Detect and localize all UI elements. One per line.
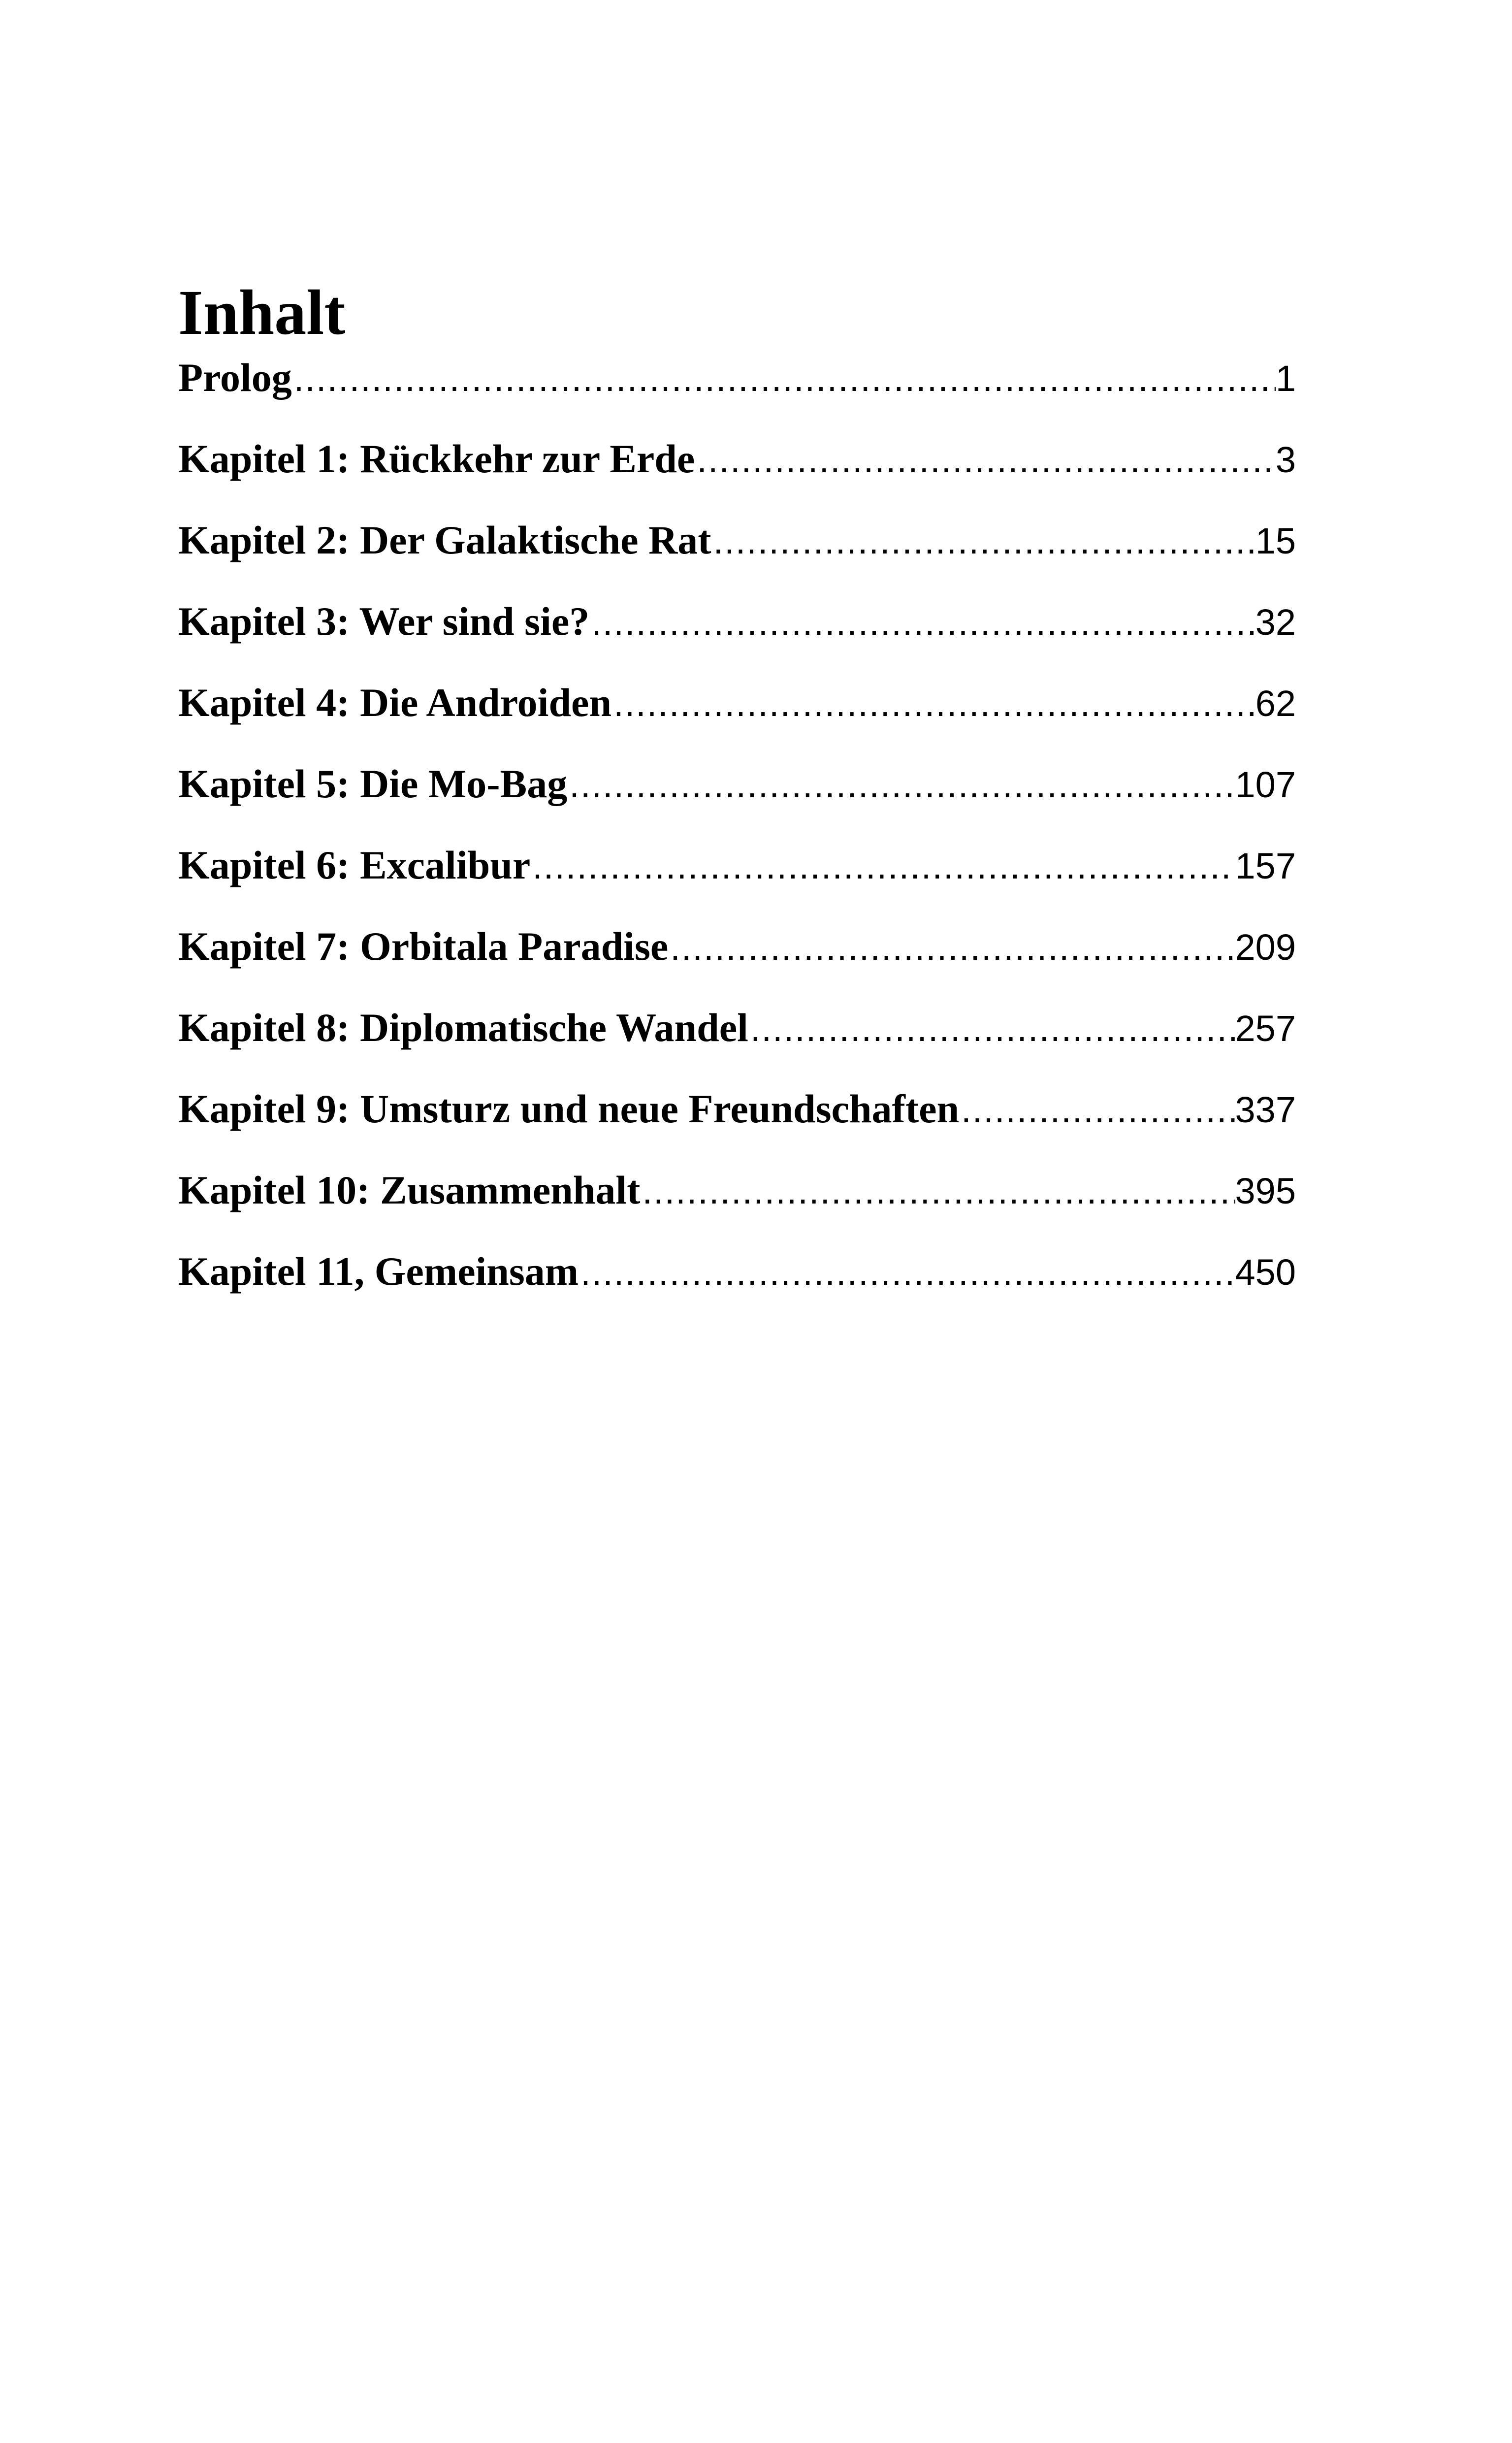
toc-entry-title: Kapitel 3: Wer sind sie? — [178, 599, 590, 644]
toc-entry-chapter-8[interactable] — [178, 1005, 1296, 1086]
dot-leader — [579, 1251, 1235, 1293]
toc-entry-chapter-9[interactable] — [178, 1086, 1296, 1167]
dot-leader — [695, 439, 1276, 481]
dot-leader — [530, 845, 1235, 887]
toc-entry-chapter-2[interactable] — [178, 517, 1296, 598]
dot-leader — [292, 358, 1276, 399]
dot-leader — [668, 926, 1235, 968]
dot-leader — [611, 683, 1255, 724]
toc-entry-chapter-4[interactable] — [178, 680, 1296, 761]
toc-entry-page-number: 62 — [1255, 683, 1296, 724]
toc-entry-chapter-6[interactable] — [178, 842, 1296, 923]
toc-entry-title: Kapitel 5: Die Mo-Bag — [178, 761, 568, 806]
toc-entry-title: Kapitel 10: Zusammenhalt — [178, 1168, 641, 1212]
dot-leader — [567, 764, 1235, 806]
toc-entry-title: Kapitel 1: Rückkehr zur Erde — [178, 436, 695, 481]
toc-entry-prolog[interactable] — [178, 355, 1296, 428]
toc-heading: Inhalt — [178, 277, 346, 348]
toc-entry-page-number: 3 — [1275, 439, 1296, 480]
toc-entry-title: Kapitel 7: Orbitala Paradise — [178, 924, 669, 969]
toc-entry-chapter-11[interactable] — [178, 1248, 1296, 1330]
toc-entry-chapter-1[interactable] — [178, 436, 1296, 517]
toc-entry-page-number: 209 — [1235, 927, 1296, 968]
toc-entry-title: Kapitel 8: Diplomatische Wandel — [178, 1005, 748, 1050]
toc-entry-title: Kapitel 6: Excalibur — [178, 843, 531, 887]
toc-entry-title: Prolog — [178, 355, 292, 400]
toc-entry-page-number: 337 — [1235, 1089, 1296, 1130]
toc-entry-title: Kapitel 11, Gemeinsam — [178, 1249, 579, 1294]
toc-entry-chapter-3[interactable] — [178, 598, 1296, 680]
toc-entry-chapter-10[interactable] — [178, 1167, 1296, 1248]
toc-entry-page-number: 1 — [1275, 358, 1296, 399]
toc-entry-page-number: 450 — [1235, 1252, 1296, 1293]
dot-leader — [589, 601, 1255, 643]
toc-entry-chapter-7[interactable] — [178, 923, 1296, 1005]
dot-leader — [711, 520, 1255, 562]
toc-entry-title: Kapitel 2: Der Galaktische Rat — [178, 518, 711, 562]
toc-entry-page-number: 257 — [1235, 1008, 1296, 1049]
dot-leader — [640, 1170, 1235, 1212]
table-of-contents — [178, 276, 1296, 1330]
toc-entry-page-number: 32 — [1255, 602, 1296, 643]
toc-entry-title: Kapitel 9: Umsturz und neue Freundschaften — [178, 1086, 960, 1131]
toc-entry-page-number: 157 — [1235, 846, 1296, 886]
dot-leader — [959, 1089, 1235, 1131]
dot-leader — [748, 1008, 1235, 1049]
toc-entry-page-number: 395 — [1235, 1171, 1296, 1211]
toc-entry-chapter-5[interactable] — [178, 761, 1296, 842]
toc-entry-page-number: 15 — [1255, 521, 1296, 561]
toc-entry-page-number: 107 — [1235, 764, 1296, 805]
toc-entry-title: Kapitel 4: Die Androiden — [178, 680, 612, 725]
